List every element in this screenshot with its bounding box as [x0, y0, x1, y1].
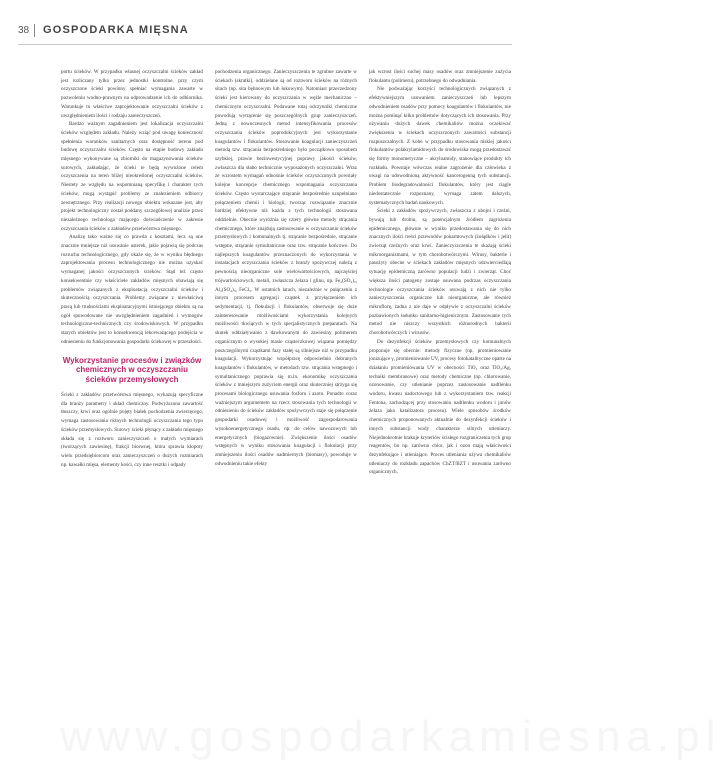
paragraph: Ścieki z zakładów spożywczych, zwłaszcza z ubojni i rzeźni, bywają lub drobiu, są potencjalnym źródłem zagrożenia epidemicznego, głównie w wyniku przedostawania się do nich znacznych ilości treści przewodów pokarmowych (żołądków i jelit) zwierząt rzeźnych oraz krwi. Zanieczyszczenia te skażają ścieki mikroorganizmami, w tym chorobotwórczymi. Wirusy, bakterie i pasożyty obecne w ściekach zakładów mięsnych odzwierciedlają sytuację epidemiczną zarówno populacji ludzi i zwierząt. Choć większa ilości patogeny zostaje usuwana podczas oczyszczania technologie oczyszczania ścieków usuwają z nich nie tylko zanieczyszczenia organiczne lub nieorganiczne, ale również mikroflorę, żadna z nie daje w odpływie z oczyszczalni ścieków pozbawionych ładunku sanitarno-higienicznym. Zastosowanie tych metod nie niszczy wszystkich różnorodnych bakterii chorobotwórczych i wirusów. [369, 208, 511, 337]
paragraph: Nie podważając korzyści technologicznych związanych z efektywniejszym usuwaniem zanieczyszczeń lub lepszym odwodnieniem osadów przy pomocy koagulantów i flokulantów, nie można pominąć kilku problemów dotyczących ich stosowania. Przy używaniu dużych dawek chemikaliów można oczekiwać zwiększenia w ściekach oczyszczonych zawartości substancji rozpuszczalnych. Z kolei w przypadku stosowania niskiej jakości flokulantów polakrylamidowych do środowiska mogą przedostawać się formy monomeryczne – akryloamidy, stanowiące produkty ich rozkładu. Powstaje wówczas realne zagrożenie dla człowieka z uwagi na udowodnioną aktywność kancerogenną tych substancji. Problem biodegradowalności flokulantów, który jest ciągle niedostatecznie rozpoznany, wymaga zatem dalszych, systematycznych badań naukowych. [369, 86, 511, 206]
header-rule-line [18, 44, 512, 45]
paragraph: portu ścieków. W przypadku własnej oczyszczalni ścieków zakład jest rozliczany tylko przez jednostki kontrolne, przy czym oczyszczone ścieki powinny spełniać wymagania zawarte w pozwoleniu wodno-prawnym na odprowadzenie ich do odbiornika. Warunkuje to właściwe zaprojektowanie oczyszczalni ścieków z uwzględnieniem ilości i rodzaju zanieczyszczeń. [61, 69, 203, 119]
watermark: www.gospodarkamiesna.pl [60, 712, 721, 761]
paragraph: Bardzo ważnym zagadnieniem jest lokalizacja oczyszczalni ścieków względem zakładu. Należy wziąć pod uwagę konieczność spełnienia warunków sanitarnych oraz dostępność terenu pod budowę oczyszczalni ścieków. Często na etapie budowy zakładu mięsnego wykonywane są zbiorniki do magazynowania ścieków surowych, zakładając, że ścieki te będą wywożone celem oczyszczenia na teren bliżej nieokreślonej oczyszczalni ścieków. Niestety ze względu na wspomnianą specyfikę i charakter tych ścieków, mogą wystąpić problemy ze znalezieniem odbiorcy zewnętrznego. Przy realizacji nowego obiektu wskazane jest, aby projekt technologiczny został poddany szczegółowej analizie przez niezależnego technologa mającego doświadczenie w zakresie oczyszczania ścieków z zakładów przetwórstwa mięsnego. [61, 121, 203, 232]
column-2 [215, 68, 357, 736]
column-3 [369, 68, 511, 736]
column-1 [61, 68, 203, 736]
paragraph: jak wzrost ilości suchej masy osadów oraz zmniejszenie zużycia flokulantu (polimeru), potrzebnego do odwadniania. [369, 69, 511, 84]
paragraph: pochodzenia organicznego. Zanieczyszczenia te zgrubne zawarte w ściekach (skratki), oddzielane są od roztworu ścieków na różnych sitach (np. sita bębnowym lub łukowym). Natomiast przeczedzony ścieki jest kierowany do oczyszczania w węźle mechaniczno – chemicznym oczyszczalni. Podawane tutaj odczynniki chemiczne powodują wytrącenie się poszczególnych grup zanieczyszczeń. Jedną z nowoczesnych metod intensyfikowania procesów oczyszczania ścieków poprodukcyjnych jest wykorzystanie koagulantów i flokulantów. Stosowanie koagulacji zanieczyszczeń metodą tzw. strącania bezpośredniego było początkowo sposobem szybkiej, prawie bezinwestycyjnej poprawy jakości ścieków, zwłaszcza dla słabo technicznie wyposażonych oczyszczalni. Wraz ze wzrostem wymagań odnośnie ścieków oczyszczonych powstały kolejne koncepcje chemicznego wspomagania oczyszczania ścieków. Często wystarczające strącanie bezpośrednie uzupełniano połączeniem chemii i biologii, tworząc rozwiązanie znacznie bardziej efektywne niż każda z tych technologii stosowana oddzielnie. Obecnie wyróżnia się cztery główne metody strącania chemicznego, które znajdują zastosowanie w oczyszczaniu ścieków przemysłowych i komunalnych tj. strącanie bezpośrednie, strącanie wstępne, strącanie symultaniczne oraz tzw. strącanie końcowe. Do najlepszych koagulantów przeznaczonych do wykorzystania w instalacjach oczyszczania ścieków z branży spożywczej należą z pewnością nieorganiczne sole wielowartościowych, najczęściej trójwartościowych, metali, zwłaszcza żelaza i glinu, np. Fe₂(SO₄)₃, Al₂(SO₄)₃, FeCl₃. W ostatnich latach, niezależnie w połączeniu z innym procesem agregacji cząstek z przyłączeniem ich sedymentacji, tj. flokulacji i flokulantów, obserwuje się duże zainteresowanie możliwościami wykorzystania kolejnych możliwości tkwiących w tych specjalistycznych preparatach. Na skutek oddziaływanio z dawkowanym do zawiesiny polimerem organicznym o wysokiej masie cząsteczkowej wiązana pomiędzy poszczególnymi cząstkami fazy stałej są silniejsze niż w przypadku koagulacji. Wykorzystując współpracę odpowiednio dobranych koagulantów i flokulantów, w metodach tzw. strącania wstępnego i symultanicznego poprawia się m.in. ekonomikę oczyszczania ścieków z mniejszym zużyciem energii oraz skuteczniej strzyga się procesami biologicznego usuwania fosforu i azotu. Ponadto coraz ważniejszym argumentem na rzecz stosowania tych technologii w odniesieniu do ścieków zakładów spożywczych staje się połączenie gospodarki osadowej i możliwość zagospodarowania wysokoenergetycznego osadu, np. do celów nawozowych lub energetycznych (biogazownie). Zwiększenie ilości osadów wstępnych w wyniku stosowania koagulacji i flokulacji przy zmniejszeniu ilości osadów nadmiernych (biomasy), powoduje w odwodnieniu takie efekty [215, 69, 357, 467]
article-body [61, 68, 513, 736]
paragraph: Do dezynfekcji ścieków przemysłowych czy komunalnych proponuje się obecnie: metody fizyczne (np. promieniowanie jonizujące γ, promieniowanie UV, procesy fotokatalityczne oparte na działaniu promieniowania UV w obecności TiO₂ oraz TiO₂/Ag, techniki membranowe) oraz metody chemiczne (np. chlorowanie, ozonowanie, czy utlenianie poprzez zastosowanie nadtlenku wodoru, kwasu nadoctowego lub z wykorzystaniem tzw. reakcji Fentona, zachodzącej przy stosowaniu nadtlenku wodoru i jonów żelaza jako katalizatora procesu). Wiele sposobów środków chemicznych proponowanych aktualnie do dezynfekcji ścieków i innych substancji wody charakterze silnych utleniaczy. Niejednokrotnie brakuje kryteriów ścisłego rozgraniczenia tych grup reagentów, bo np. zarówno chlor, jak i ozon mają właściwości dezynfekujące i utleniające. Proces utleniania używa chemikaliów utleniaczy do rozkładu zapachów ChZT/BZT i usuwania zarówno organicznych, [369, 338, 511, 476]
page-header [18, 20, 512, 40]
paragraph: Ścieki z zakładów przetwórstwa mięsnego, wykazują specyficzne dla branży parametry i skład chemiczny. Podwyższona zawartość tłuszczy, krwi oraz ogólnie pojęty białek pochodzenia zwierzęcego, wymaga zastosowania różnych technologii oczyszczania tego typu ścieków przemysłowych. Surowy ścieki płynący z zakładu mięsnego składa się z roztworu zanieczyszczeń o małych wymiarach (tworzących zawiesinę), frakcji biorwnej, która sprawia kłopoty wielu przedsiębiorcom oraz zanieczyszczeń o dużych rozmiarach np. kawałki mięsa, elementy kości, czy inne resztki i odpady [61, 392, 203, 468]
header-divider [34, 24, 35, 37]
paragraph: Analizę tako ważne się co prawda z kosztami, lecz są one znacznie mniejsze niż usuwanie usterek, jakie pojawią się podczas rozruchu technologicznego, gdy okaże się, że w wyniku błędnego zaprojektowania procesu technologicznego nie można uzyskać wymaganej jakości oczyszczonych ścieków. Stąd też często konsekwentnie czy właściciele zakładów mięsnych obawiają się problemów związanych z eksploatacją oczyszczalni ścieków i skutecznością oczyszczania. Problemy związane z niewłaściwą pracą lub trudnościami eksploatacyjnymi istniejącego obiektu są na ogół spowodowane nie uwzględnieniem zagadnień i wymogów technologiczno-technicznych czy środowiskowych. W przypadku starych obiektów jest to konsekwencją lekceważącego podejścia w odniesieniu do funkcjonowania gospodarki ściekowej w przeszłości. [61, 234, 203, 345]
running-title: GOSPODARKA MIĘSNA [43, 24, 189, 36]
page-number: 38 [18, 24, 30, 36]
section-heading: Wykorzystanie procesów i związków chemicznych w oczyszczaniu ścieków przemysłowych [62, 355, 202, 384]
